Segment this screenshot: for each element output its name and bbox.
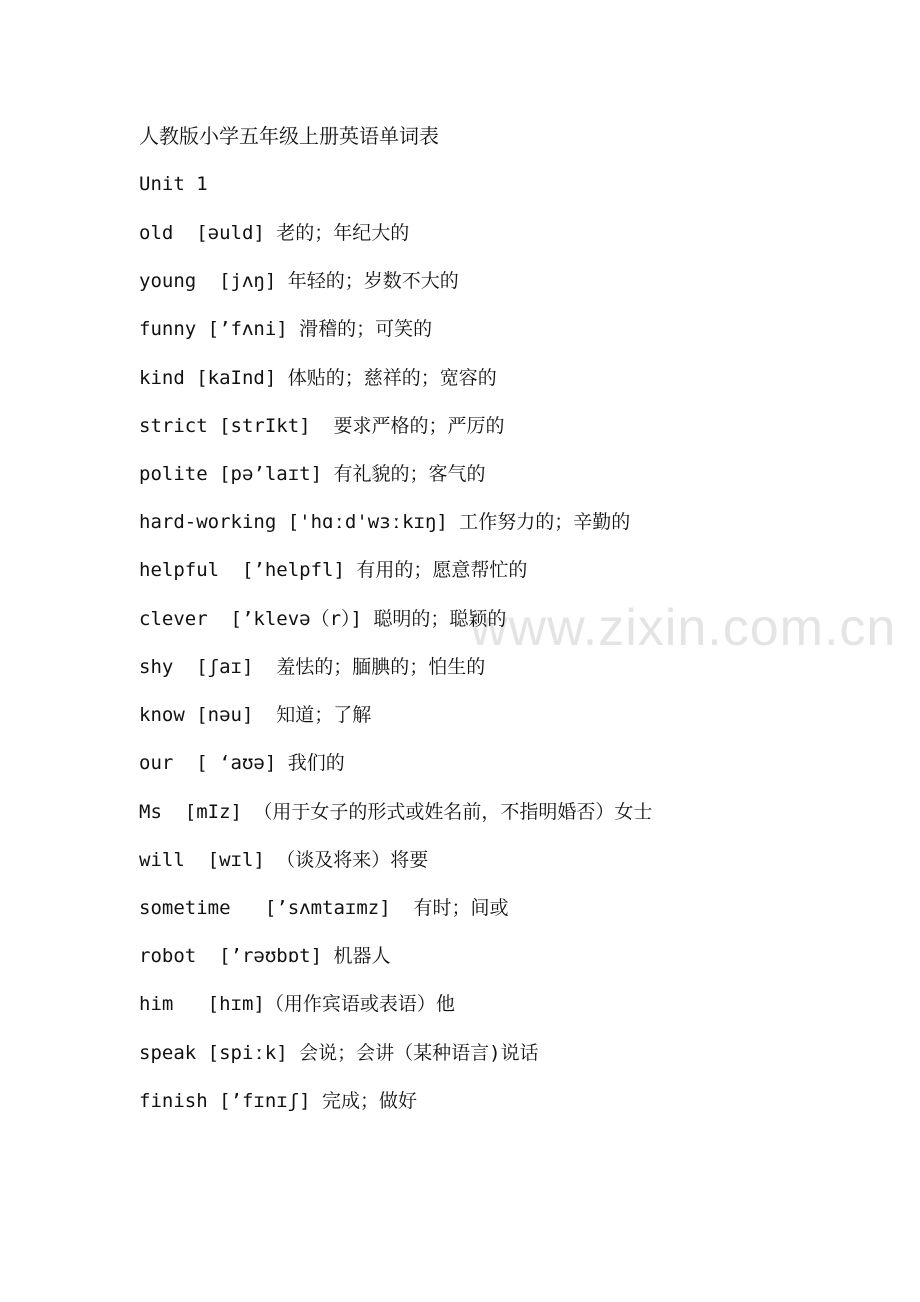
vocab-entry: helpful [’helpfl] 有用的；愿意帮忙的	[139, 559, 528, 581]
vocab-entry: finish [’fɪnɪʃ] 完成；做好	[139, 1090, 418, 1112]
unit-heading: Unit 1	[139, 173, 208, 195]
vocab-entry: strict [strIkt] 要求严格的；严厉的	[139, 415, 505, 437]
vocab-entry: know [nəu] 知道；了解	[139, 704, 372, 726]
vocab-entry: Ms [mIz] （用于女子的形式或姓名前，不指明婚否）女士	[139, 801, 653, 823]
vocab-entry: sometime [’sʌmtaɪmz] 有时；间或	[139, 897, 509, 919]
document-title: 人教版小学五年级上册英语单词表	[139, 124, 439, 148]
vocab-entry: robot [’rəʊbɒt] 机器人	[139, 945, 391, 967]
vocab-entry: polite [pə’laɪt] 有礼貌的；客气的	[139, 463, 486, 485]
vocab-entry: shy [ʃaɪ] 羞怯的；腼腆的；怕生的	[139, 656, 486, 678]
vocab-entry: kind [kaInd] 体贴的；慈祥的；宽容的	[139, 367, 497, 389]
vocab-entry: our [ ‘aʊə] 我们的	[139, 752, 345, 774]
vocab-entry: clever [’klevə（r）] 聪明的；聪颖的	[139, 608, 507, 630]
watermark: www.zixin.com.cn	[470, 599, 897, 657]
vocab-entry: funny [’fʌni] 滑稽的；可笑的	[139, 318, 433, 340]
vocab-entry: hard-working ['hɑːd'wɜːkɪŋ] 工作努力的；辛勤的	[139, 511, 631, 533]
vocab-entry: young [jʌŋ] 年轻的；岁数不大的	[139, 270, 459, 292]
vocab-entry: him [hɪm]（用作宾语或表语）他	[139, 993, 455, 1015]
vocab-entry: speak [spiːk] 会说；会讲（某种语言)说话	[139, 1042, 539, 1064]
vocab-entry: will [wɪl] （谈及将来）将要	[139, 849, 429, 871]
vocab-entry: old [əuld] 老的；年纪大的	[139, 222, 410, 244]
